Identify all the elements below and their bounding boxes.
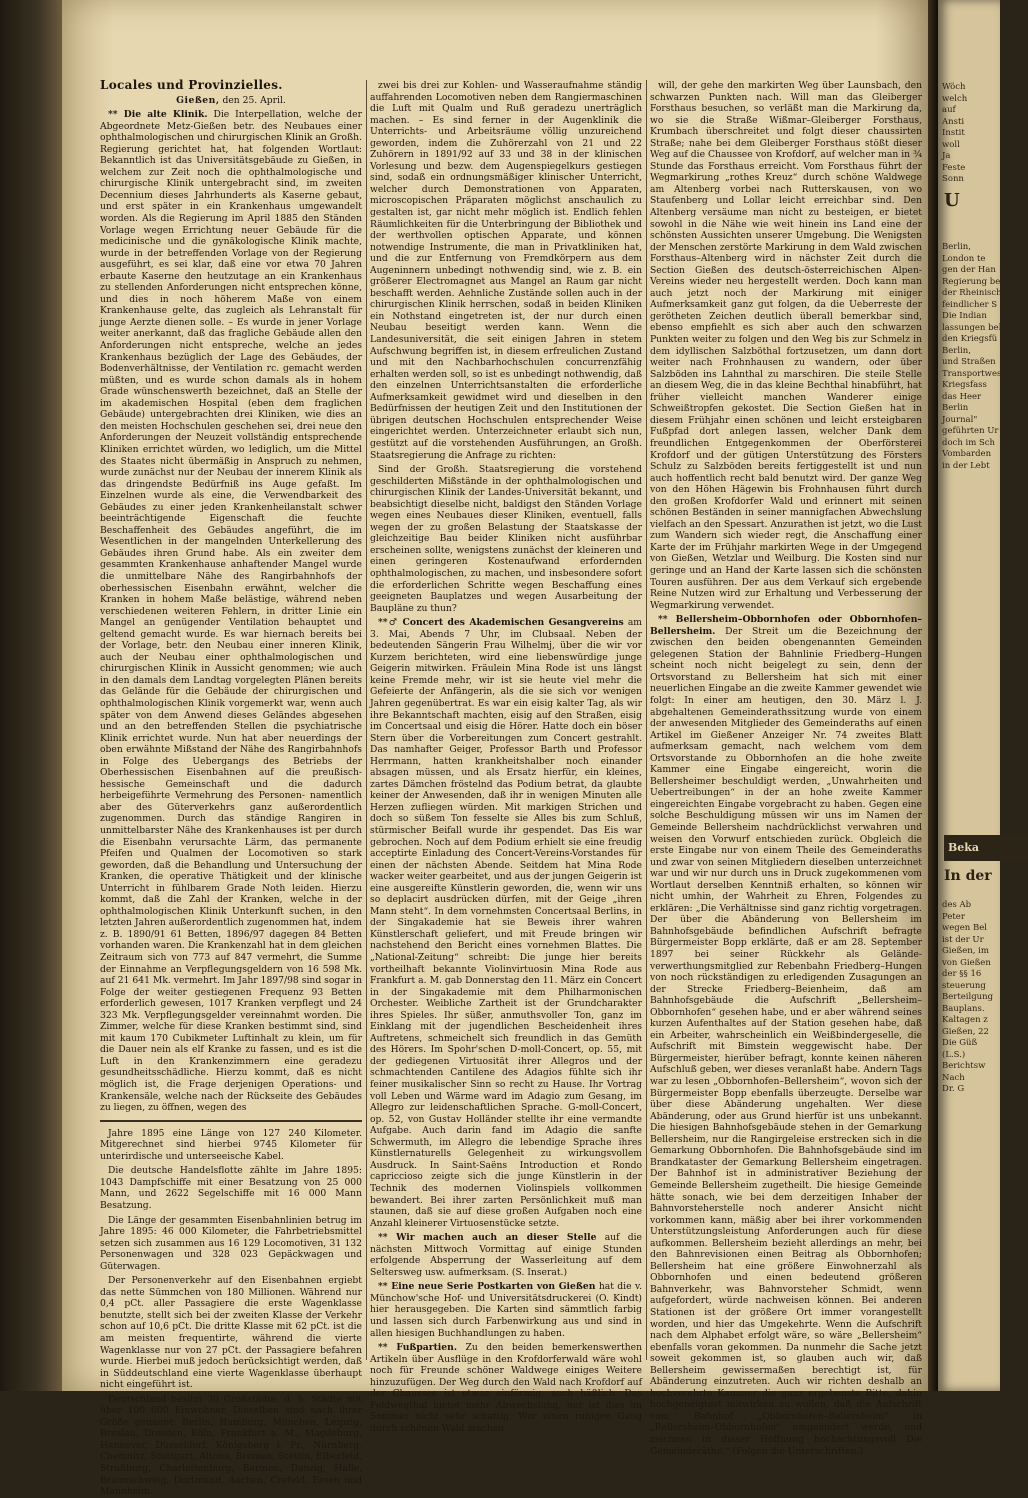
article-paragraph: zwei bis drei zur Kohlen- und Wasseraufnahme ständig auffahrenden Locomotiven neben dem Rangiermaschinen die Luft mit Qualm und Ruß geradezu unerträglich machen. – Es sind ferner in der Augenklinik die Unterrichts- und Arbeitsräume völlig unzureichend geworden, indem die Zuhörerzahl von 21 und 22 Zuhörern in 1891/92 auf 33 und 38 in der klinischen Vorlesung und bezw. dem Augenspiegelkurs gestiegen sind, sodaß ein ordnungsmäßiger klinischer Unterricht, welcher durch Demonstrationen von Apparaten, microscopischen Präparaten möglichst anschaulich zu gestalten ist, gar nicht mehr möglich ist. Endlich fehlen Räumlichkeiten für die Unterbringung der Bibliothek und der werthvollen optischen Apparate, und können notwendige Instrumente, die man in Privatkliniken hat, und die zur Entfernung von Fremdkörpern aus dem Augeninnern unbedingt nothwendig sind, wie z. B. ein größerer Electromagnet aus Mangel an Raum gar nicht beschafft werden. Aehnliche Zustände sollen auch in der chirurgischen Klinik herrschen, sodaß in beiden Kliniken ein Nothstand eingetreten ist, der nur durch einen Neubau beseitigt werden kann. Wenn die Landesuniversität, die seit einigen Jahren in stetem Aufschwung begriffen ist, in diesem erfreulichen Zustand und mit den Nachbarhochschulen concurrenzfähig erhalten werden soll, so ist es unbedingt nothwendig, daß den einzelnen Unterrichtsanstalten die erforderliche Aufmerksamkeit gewidmet wird und dieselben in den Bedürfnissen der heutigen Zeit und den Institutionen der übrigen deutschen Hochschulen entsprechender Weise eingerichtet werden. Unterzeichneter erlaubt sich nun, gestützt auf die vorstehenden Ausführungen, an Großh. Staatsregierung die Anfrage zu richten: (370, 80, 642, 461)
left-margin (0, 0, 62, 1391)
article-paragraph: Jahre 1895 eine Länge von 127 240 Kilometer. Mitgerechnet sind hierbei 9745 Kilometer für unterirdische und unterseeische Kabel. (100, 1127, 362, 1162)
article-head: ** Die alte Klinik. (108, 109, 208, 121)
article-paragraph: Die Länge der gesammten Eisenbahnlinien betrug im Jahre 1895: 46 000 Kilometer, die Fahrbetriebsmittel setzen sich zusammen aus 16 129 Locomotiven, 31 132 Personenwagen und 328 023 Gepäckwagen und Güterwagen. (100, 1214, 362, 1272)
column-divider (646, 80, 647, 1360)
article-head: ** Eine neue Serie Postkarten von Gießen (378, 1281, 596, 1293)
adjacent-text: des Ab Peter wegen Bel ist der Ur Gießen, im von Gießen der §§ 16 steuerung Berteilgung Bauplans. Kaltagen z Gießen, 22 Die Güß (L.S.) Berichtsw Nach Dr. G (942, 900, 994, 1094)
section-title: Locales und Provinzielles. (100, 78, 283, 92)
article-wasser (370, 1232, 642, 1278)
article-klinik (100, 109, 362, 1114)
dateline-place: Gießen, (176, 94, 220, 106)
article-head: ** Wir machen auch an dieser Stelle (378, 1232, 597, 1244)
column-2 (370, 80, 643, 1434)
adjacent-text: Wöch welch auf Ansti Instit woll Ja Feste Sonn (942, 82, 968, 184)
adjacent-text: Berlin, London te gen der Han Regierung be der Rheinische feindlicher S Die Indian lassungen beh den Kriegsfü Berlin, und Straßen Transportwess Kriegsfass das Heer Berlin Journal" geführten Ur doch im Sch Vombarden in der Lebt (942, 242, 1007, 471)
article-body: Zu den beiden bemerkenswerthen Artikeln über Ausflüge in den Krofdorferwald wäre wohl noch für Freunde schöner Waldwege einiges Weitere hinzuzufügen. Der Weg durch den Wald nach Krofdorf auf der Chaussee ist etwas einförmig, auch häßlich. Das Feldwegthal bietet mehr Abwechslung, nur ist dies im Sommer nicht sehr schattig. Wer einen ruhigen Gang durch schönen Wald machen (370, 1342, 642, 1434)
article-head: ** Bellersheim–Obbornhofen oder Obbornhofen–Bellersheim. (650, 614, 922, 637)
article-body: Die Interpellation, welche der Abgeordnete Metz-Gießen betr. des Neubaues einer ophthalmologischen und chirurgischen Klinik an Großh. Regierung gerichtet hat, hat folgenden Wortlaut: Bekanntlich ist das Universitätsgebäude zu Gießen, in welchem zur Zeit noch die ophthalmologische und chirurgische Klinik untergebracht sind, im zweiten Decennium dieses Jahrhunderts als Kaserne gebaut, und erst später in ein Krankenhaus umgewandelt worden. Als die Regierung im April 1885 den Ständen Vorlage wegen Errichtung neuer Gebäude für die medicinische und die gynäkologische Klinik machte, wurde in der betreffenden Vorlage von der Regierung ausgeführt, es sei klar, daß eine vor etwa 70 Jahren erbaute Kaserne den heutzutage an ein Krankenhaus zu stellenden Anforderungen nicht entsprechen könne, und dies in noch höherem Maße von einem Krankenhause gelte, das zugleich als Lehranstalt für junge Aerzte dienen solle. – Es wurde in jener Vorlage weiter anerkannt, daß das fragliche Gebäude allen den Anforderungen nicht entspreche, welche an jedes Krankenhaus bezüglich der Lage des Gebäudes, der Bodenverhältnisse, der Ventilation rc. gemacht werden müßten, und es wurde schon damals als in hohem Grade wünschenswerth bezeichnet, daß an Stelle der im akademischen Hospital (eben dem fraglichen Gebäude) untergebrachten drei Kliniken, wie dies an den meisten Hochschulen geschehen sei, drei neue den Anforderungen der Neuzeit vollständig entsprechende Kliniken errichtet würden, wo lediglich, um die Mittel des Staates nicht übermäßig in Anspruch zu nehmen, wurde zunächst nur der Neubau der innerem Klinik als das dringendste Bedürfniß ins Auge gefaßt. Im Einzelnen wurde als eine, die Verwendbarkeit des Gebäudes zu einer jeden Krankenheilanstalt schwer beeinträchtigende Eigenschaft die feuchte Beschaffenheit des Gebäudes angeführt, die im Wesentlichen in der mangelnden Unterkellerung des Gebäudes ihren Grund habe. Als ein zweiter dem gesammten Krankenhause anhaftender Mangel wurde die unmittelbare Nähe des Rangirbahnhofs der oberhessischen Eisenbahn erwähnt, welcher die Kranken in hohem Maße belästige, während neben verschiedenen weiteren Fehlern, in dritter Linie ein Mangel an genügender Ventilation behauptet und geltend gemacht wurde. Es war hiernach bereits bei der Vorlage, betr. den Neubau einer inneren Klinik, auch der Neubau einer ophthalmologischen und chirurgischen Klinik in Aussicht genommen; wie auch in den damals dem Landtag vorgelegten Plänen bereits das Gelände für die Gebäude der chirurgischen und ophthalmologischen Klinik vorgemerkt war, wenn auch später von dem Anwend dieses Geländes abgesehen und an den betreffenden Stellen die psychiatrische Klinik errichtet wurde. Nun hat aber neuerdings der oben erwähnte Mißstand der Nähe des Rangirbahnhofs in Folge des Uebergangs des Betriebs der Oberhessischen Eisenbahnen auf die preußisch-hessische Gemeinschaft und die dadurch herbeigeführte Vermehrung des Personen- namentlich aber des Güterverkehrs ganz außerordentlich zugenommen. Durch das ständige Rangiren in unmittelbarster Nähe des Krankenhauses ist per durch die Eisenbahn verursachte Lärm, das permanente Pfeifen und Qualmen der Locomotiven so stark geworden, daß die Behandlung und Untersuchung der Kranken, die operative Thätigkeit und der klinische Unterricht in fühlbarem Grade Noth leiden. Hierzu kommt, daß die Zahl der Kranken, welche in der ophthalmologischen Klinik Unterkunft suchen, in den letzten Jahren außerordentlich zugenommen hat, indem z. B. 1890/91 61 Betten, 1896/97 dagegen 84 Betten vorhanden waren. Die Krankenzahl hat in dem gleichen Zeitraum sich von 773 auf 847 vermehrt, die Summe der Einnahme an Verpflegungsgeldern von 16 598 Mk. auf 21 641 Mk. vermehrt. Im Jahr 1897/98 sind sogar in Folge der weiter gestiegenen Frequenz 93 Betten erforderlich gewesen, 1017 Kranken verpflegt und 24 323 Mk. Verpflegungsgelder vereinnahmt worden. Die Zimmer, welche für diese Kranken bestimmt sind, sind mit kaum 170 Cubikmeter Luftinhalt zu klein, um für die Dauer nein als elf Kranke zu fassen, und es ist die Luft in den Krankenzimmern eine geradezu gesundheitsschädliche. Hierzu kommt, daß es nicht möglich ist, die Frage derjenigen Operations- und Krankensäle, welche nach der Rückseite des Gebäudes zu liegen, zu öffnen, wegen des (100, 109, 363, 1114)
dateline-date: den 25. April. (222, 94, 286, 106)
column-3 (650, 80, 922, 1457)
page-gutter (928, 0, 938, 1391)
column-1 (100, 78, 363, 1498)
adjacent-initial: U (944, 190, 960, 211)
article-body: hat die v. Münchow'sche Hof- und Universitätsdruckerei (O. Kindt) hier herausgegeben. Die Karten sind sämmtlich farbig und lassen sich durch Farbenwirkung aus und sind in allen hiesigen Buchhandlungen zu haben. (370, 1281, 642, 1339)
article-fusspartien (370, 1342, 642, 1434)
article-head: **♂ Concert des Akademischen Gesangvereins (378, 617, 624, 629)
article-body: am 3. Mai, Abends 7 Uhr, im Clubsaal. Neben der bedeutenden Sängerin Frau Wilhelmj, über die wir vor Kurzem berichteten, wird eine liebenswürdige junge Geigerin mitwirken. Fräulein Mina Rode ist uns längst keine Fremde mehr, wir ist sie heute viel mehr die Gefeierte der Anfängerin, als die sie sich vor wenigen Jahren gegenübertrat. Es war ein eisig kalter Tag, als wir ihre Bekanntschaft machten, eisig auf den Straßen, eisig im Concertsaal und eisig die Hörer. Hatte doch ein böser Stern über die Vorbereitungen zum Concert gestrahlt. Das namhafter Geiger, Professor Barth und Professor Herrmann, hatten krankheitshalber noch einander absagen müssen, und als Ersatz hierfür, ein kleines, zartes Dämchen fröstelnd das Podium betrat, da glaubte keiner der Anwesenden, daß ihr in wenigen Minuten alle Herzen zufliegen würden. Mit markigen Strichen und doch so süßem Ton fesselte sie Alles bis zum Schluß, stürmischer Beifall wurde ihr gespendet. Das Eis war gebrochen. Noch auf dem Podium erhielt sie eine freudig acceptirte Einladung des Concert-Vereins-Vorstandes für einen der nächsten Abende. Seitdem hat Mina Rode wacker weiter gearbeitet, und aus der jungen Geigerin ist eine ausgereifte Künstlerin geworden, die, wenn wir uns so deplacirt ausdrücken dürfen, mit der Geige „ihren Mann steht“. In dem vornehmsten Concertsaal Berlins, in der Singakademie hat sie Beweis ihrer wahren Künstlerschaft geliefert, und mit Freude bringen wir nachstehend den Bericht eines vornehmen Blattes. Die „National-Zeitung“ schreibt: Die junge hier bereits vortheilhaft bekannte Violinvirtuosin Mina Rode aus Frankfurt a. M. gab Donnerstag den 11. März ein Concert in der Singakademie mit dem Philharmonischen Orchester. Weibliche Zartheit ist der Grundcharakter ihres Spieles. Ihr süßer, anmuthsvoller Ton, ganz im Einklang mit der jugendlichen Bescheidenheit ihres Auftretens, schmeichelt sich freundlich in das Gemüth des Hörers. Im Spohr'schen D-moll-Concert, op. 55, mit der gediegenen Virtuosität ihrer Allegros und der schmachtenden Cantilene des Adagios fühlte sich ihr feiner musikalischer Sinn so recht zu Hause. Ihr Vortrag voll Leben und Wärme ward im Adagio zum Gesang, im Allegro zur leidenschaftlichen Sprache. G-moll-Concert, op. 52, von Gustav Holländer stellte ihr eine vermandte Aufgabe. Auch darin fand im Adagio die sanfte Schwermuth, im Allegro die lebendige Sprache ihres Künstlernaturells Gelegenheit zu wirkungsvollem Ausdruck. In Saint-Saëns Introduction et Rondo capriccioso zeigte sich die junge Künstlerin in der Technik des modernen Violinspiels vollkommen bewandert. Bei ihrer zarten Persönlichkeit muß man staunen, daß sie auf diese großen Aufgaben noch eine Anzahl kleinerer Virtuosenstücke setzte. (370, 617, 643, 1229)
article-paragraph: will, der gehe den markirten Weg über Launsbach, den schwarzen Punkten nach. Will man das Gleiberger Forsthaus besuchen, so verläßt man die Markirung da, wo sie die Straße Wißmar–Gleiberger Forsthaus, Krumbach überschreitet und folgt dieser chaussirten Straße; nahe bei dem Gleiberger Forsthaus stößt dieser Weg auf die Chaussee von Krofdorf, auf welcher man in ¾ Stunde das Forsthaus erreicht. Vom Forsthaus führt der Wegmarkirung „rothes Kreuz“ durch schöne Waldwege am Altenberg vorbei nach Rutterskausen, von wo Staufenberg und Lollar leicht erreichbar sind. Den Altenberg versäume man nicht zu besteigen, er bietet sowohl in die Nähe wie weit hinein ins Land eine der schönsten Aussichten unserer Umgebung. Die Wenigsten der Menschen zerstörte Markirung in dem Wald zwischen Forsthaus–Altenberg wird in nächster Zeit durch die Section Gießen des deutsch-österreichischen Alpen-Vereins wieder neu hergestellt werden. Doch kann man auch jetzt noch der Markirung mit einiger Aufmerksamkeit ganz gut folgen, da die Ueberreste der gerötheten Zeichen deutlich überall bemerkbar sind, ebenso empfiehlt es sich aber auch den schwarzen Punkten weiter zu folgen und den Weg bis zur Schmelz in dem idyllischen Salzböthal fortzusetzen, um dann dort weiter nach Frohnhausen zu wandern, oder über Salzböden ins Lahnthal zu marschiren. Die steile Stelle an diesem Weg, die in das kleine Bechthal hinabführt, hat früher vielleicht manchen Wanderer einige Schweißtropfen gekostet. Die Section Gießen hat in diesem Frühjahr einen schönen und leicht ersteigbaren Fußpfad dort anlegen lassen, welcher Dank dem freundlichen Entgegenkommen der Oberförsterei Krofdorf und der gütigen Unterstützung des Försters Schulz zu Salzböden bereits fertiggestellt ist und nun auch hoffentlich recht bald benutzt wird. Der ganze Weg von den Höhen Hägewin bis Frohnhausen führt durch den großen Krofdorfer Wald und erinnert mit seinen schönen Beständen in seiner mannigfachen Abwechslung vielfach an den Spessart. Anzurathen ist jetzt, wo die Lust zum Wandern sich wieder regt, die Anschaffung einer Karte der im Frühjahr markirten Wege in der Umgegend von Gießen, Wetzlar und Weilburg. Die Kosten sind nur geringe und an Hand der Karte lassen sich die schönsten Touren ausführen. Der aus dem Verkauf sich ergebende Reine Nutzen wird zur Erhaltung und Verbesserung der Wegmarkirung verwendet. (650, 80, 922, 611)
article-paragraph: Der Personenverkehr auf den Eisenbahnen ergiebt das nette Sümmchen von 180 Millionen. Während nur 0,4 pCt. aller Passagiere die erste Wagenklasse benutzte, stellt sich bei der zweiten Klasse der Verkehr schon auf 10,6 pCt. Die dritte Klasse mit 62 pCt. ist die am meisten frequentirte, während die vierte Wagenklasse nur von 27 pCt. der Passagiere befahren wurde. Hierbei muß jedoch berücksichtigt werden, daß in Süddeutschland eine vierte Wagenklasse überhaupt nicht eingeführt ist. (100, 1275, 362, 1391)
article-postkarten (370, 1281, 642, 1339)
article-concert (370, 617, 642, 1229)
article-paragraph: Sind der Großh. Staatsregierung die vorstehend geschilderten Mißstände in der ophthalmologischen und chirurgischen Klinik der Landes-Universität bekannt, und beabsichtigt dieselbe nicht, baldigst den Ständen Vorlage wegen eines Neubaues dieser Kliniken, eventuell, falls wegen der zu großen Belastung der Staatskasse der gleichzeitige Bau beider Kliniken nicht ausführbar erscheinen sollte, wenigstens zunächst der kleineren und einen geringeren Kostenaufwand erfordernden ophthalmologischen, zu machen, und insbesondere sofort die erforderlichen Schritte wegen Beschaffung eines geeigneten Bauplatzes und wegen Ausarbeitung der Baupläne zu thun? (370, 464, 642, 614)
adjacent-page-edge (938, 0, 1007, 1391)
adjacent-subheader: In der (944, 868, 992, 884)
adjacent-header: Beka (944, 835, 1028, 861)
article-paragraph: Die deutsche Handelsflotte zählte im Jahre 1895: 1043 Dampfschiffe mit einer Besatzung von 25 000 Mann, und 2622 Segelschiffe mit 16 000 Mann Besatzung. (100, 1165, 362, 1211)
article-body: auf die nächsten Mittwoch Vormittag auf einige Stunden erfolgende Absperrung der Wasserleitung auf dem Seltersweg usw. aufmerksam. (S. Inserat.) (370, 1232, 642, 1278)
dateline (100, 95, 362, 107)
article-paragraph: Deutschland besitzt 30 Großstädte, d. h. Städte mit über 100 000 Einwohner. Dieselben sind nach ihrer Größe genannt: Berlin, Hamburg, München, Leipzig, Breslau, Dresden, Köln, Frankfurt a. M., Magdeburg, Hannover, Düsseldorf, Königsberg i. Pr., Nürnberg, Chemnitz, Stuttgart, Altona, Bremen, Stettin, Elberfeld, Straßburg, Charlottenburg, Barmen, Danzig, Halle, Braunschweig, Dortmund, Aachen, Crefeld, Essen und Mannheim. (100, 1393, 362, 1498)
article-bellersheim (650, 614, 922, 1457)
rule (100, 1120, 362, 1122)
column-divider (366, 80, 367, 1360)
article-head: ** Fußpartien. (378, 1342, 458, 1354)
article-body: Der Streit um die Bezeichnung der zwischen den beiden obengenannten Gemeinden gelegenen Station der Bahnlinie Friedberg–Hungen scheint noch nicht beigelegt zu sein, denn der Ortsvorstand zu Bellersheim hat sich mit einer neuerlichen Eingabe an die zweite Kammer gewendet wie folgt: In einer am heutigen, den 30. März l. J. abgehaltenen Gemeinderathssitzung wurde von einem der anwesenden Mitglieder des Gemeinderaths auf einen Artikel im Gießener Anzeiger Nr. 74 zweites Blatt aufmerksam gemacht, nach welchem vom dem Ortsvorstande zu Obbornhofen an die hohe zweite Kammer eine Eingabe eingereicht, worin die Bellersheimer beschuldigt werden, „Unwahrheiten und Uebertreibungen“ in der an hohe zweite Kammer eingereichten Eingabe vorgebracht zu haben. Gegen eine solche Beschuldigung müssen wir uns im Namen der Gemeinde Bellersheim nachdrücklichst verwahren und weisen den Vorwurf entschieden zurück. Obgleich die erste Eingabe nur von einem Theile des Gemeinderaths und zwar von seinen Mitgliedern dieselben unterzeichnet war und wir nur durch uns in Druck zugekommenen vom Wortlaut derselben Kenntniß erhalten, so können wir nicht umhin, der Wahrheit zu Ehren, Folgendes zu erklären: „Die Verhältnisse sind ganz richtig vorgetragen. Der über die Abänderung von Bellersheim im Bahnhofsgebäude befindlichen Aufschrift befragte Bürgermeister Bopp erklärte, daß er am 28. September 1897 bei seiner Rückkehr als Gelände-verwerthungsmitglied zur Rebenbahn Friedberg–Hungen von noch rückständigen zu erledigenden Zusagungen an der Strecke Friedberg–Beienheim, daß am Bahnhofsgebäude die Aufschrift „Bellersheim–Obbornhofen“ gesehen habe, und er aber während seines kurzen Aufenthaltes auf der Station gesehen habe, daß ein Arbeiter, wahrscheinlich ein Weißbindergeselle, die Aufschrift mit Bimstein weggewischt habe. Der Bürgermeister, hierüber befragt, konnte keinen näheren Aufschluß geben, wer dieses veranlaßt habe. Andern Tags war zu lesen „Obbornhofen–Bellersheim“, wovon sich der Bürgermeister Bopp ebenfalls überzeugte. Derselbe war über diese Abänderung ungehalten. Wer diese Abänderung, oder aus Grund hierfür ist uns unbekannt. Die hiesigen Bahnhofsgebäude stehen in der Gemarkung Bellersheim, nur die Rangirgeleise erstrecken sich in die Gemarkung Obbornhofen. Die Bahnhofsgebäude sind im Brandkataster der Gemarkung Bellersheim eingetragen. Der Bahnhof ist in administrativer Beziehung der Gemeinde Bellersheim zugetheilt. Die hiesige Gemeinde hätte sonach, wie bei dem derzeitigen Inhaber der Bahnvorsteherstelle noch anderer Ansicht nicht vorkommen kann, mäßig aber bei ihrer vorkommenden Unterstützungsleistung Anforderungen auch für diese aufkommen. Bellersheim bezieht allerdings an mehr, bei den Bahnrevisionen einen Beitrag als Obbornhofen; Bellersheim hat eine größere Einwohnerzahl als Obbornhofen und einen bedeutend größeren Bahnverkehr, was Bahnvorsteher Schmidt, wenn aufgefordert, würde nachweisen können. Bei anderen Stationen ist der größere Ort immer vorangestellt worden, und hier das Umgekehrte. Wenn die Aufschrift nach dem Alphabet erfolgt wäre, so wäre „Bellersheim“ ebenfalls voran gekommen. Da nunmehr die Sache jetzt soweit gekommen ist, so glauben auch wir, daß Bellersheim gewissermaßen berechtigt ist, für Abänderung einzutreten. Auch wir richten deshalb an hochverehrte Kammer die ganz ergebenste Bitte, dahin hochgeneigtest mitwirken zu wollen, daß die Aufschrift vom Bahnhof „Obbornhofen–Bellersheim“ in „Bellersheim–Obbornhofen“ umgeändert werde, und zeichnen in dieser Hoffnung hochachtungsvoll Die Gemeinderäthe.“ (Folgen die Unterschriften.) (650, 625, 922, 1457)
